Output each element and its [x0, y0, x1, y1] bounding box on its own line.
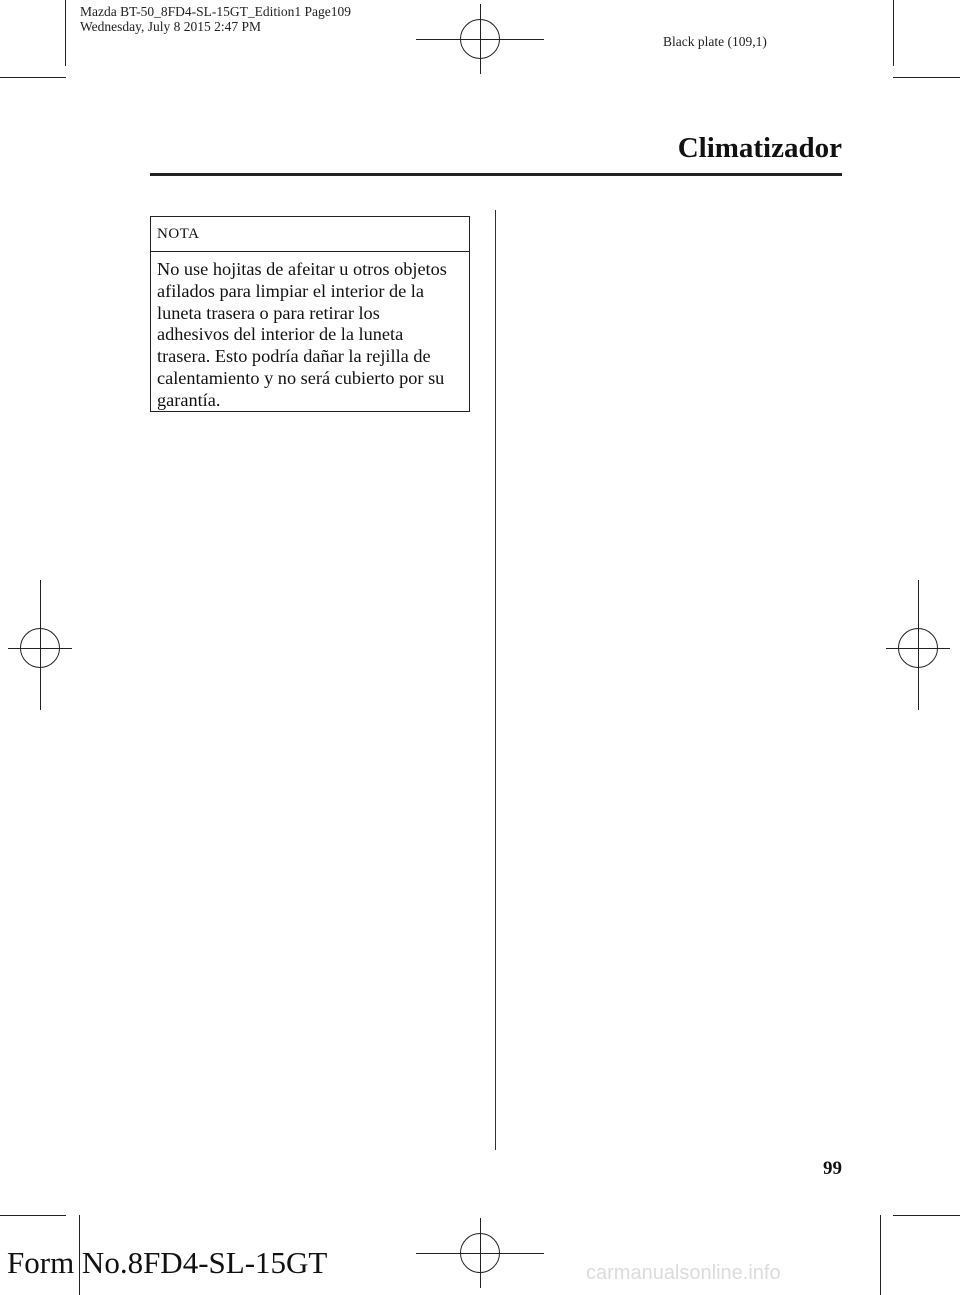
print-meta-line2: Wednesday, July 8 2015 2:47 PM: [80, 19, 262, 34]
note-line: adhesivos del interior de la luneta: [157, 324, 404, 345]
note-line: afilados para limpiar el interior de la: [157, 280, 424, 301]
note-heading: NOTA: [151, 217, 469, 252]
note-line: calentamiento y no será cubierto por su: [157, 367, 445, 388]
note-line: garantía.: [157, 389, 221, 410]
note-body: [151, 252, 469, 412]
column-divider: [495, 210, 496, 1150]
print-meta-line1: Mazda BT-50_8FD4-SL-15GT_Edition1 Page109: [80, 4, 351, 19]
form-number: Form No.8FD4-SL-15GT: [7, 1245, 328, 1280]
watermark: carmanualsonline.info: [586, 1262, 781, 1284]
note-line: trasera. Esto podría dañar la rejilla de: [157, 346, 431, 367]
note-box: [150, 216, 470, 412]
section-title: Climatizador: [677, 132, 842, 164]
plate-info: Black plate (109,1): [663, 34, 767, 49]
page-number: 99: [823, 1158, 842, 1179]
title-rule: [150, 173, 842, 176]
note-line: luneta trasera o para retirar los: [157, 302, 380, 323]
print-meta: [80, 4, 351, 34]
note-line: No use hojitas de afeitar u otros objetos: [157, 259, 447, 279]
